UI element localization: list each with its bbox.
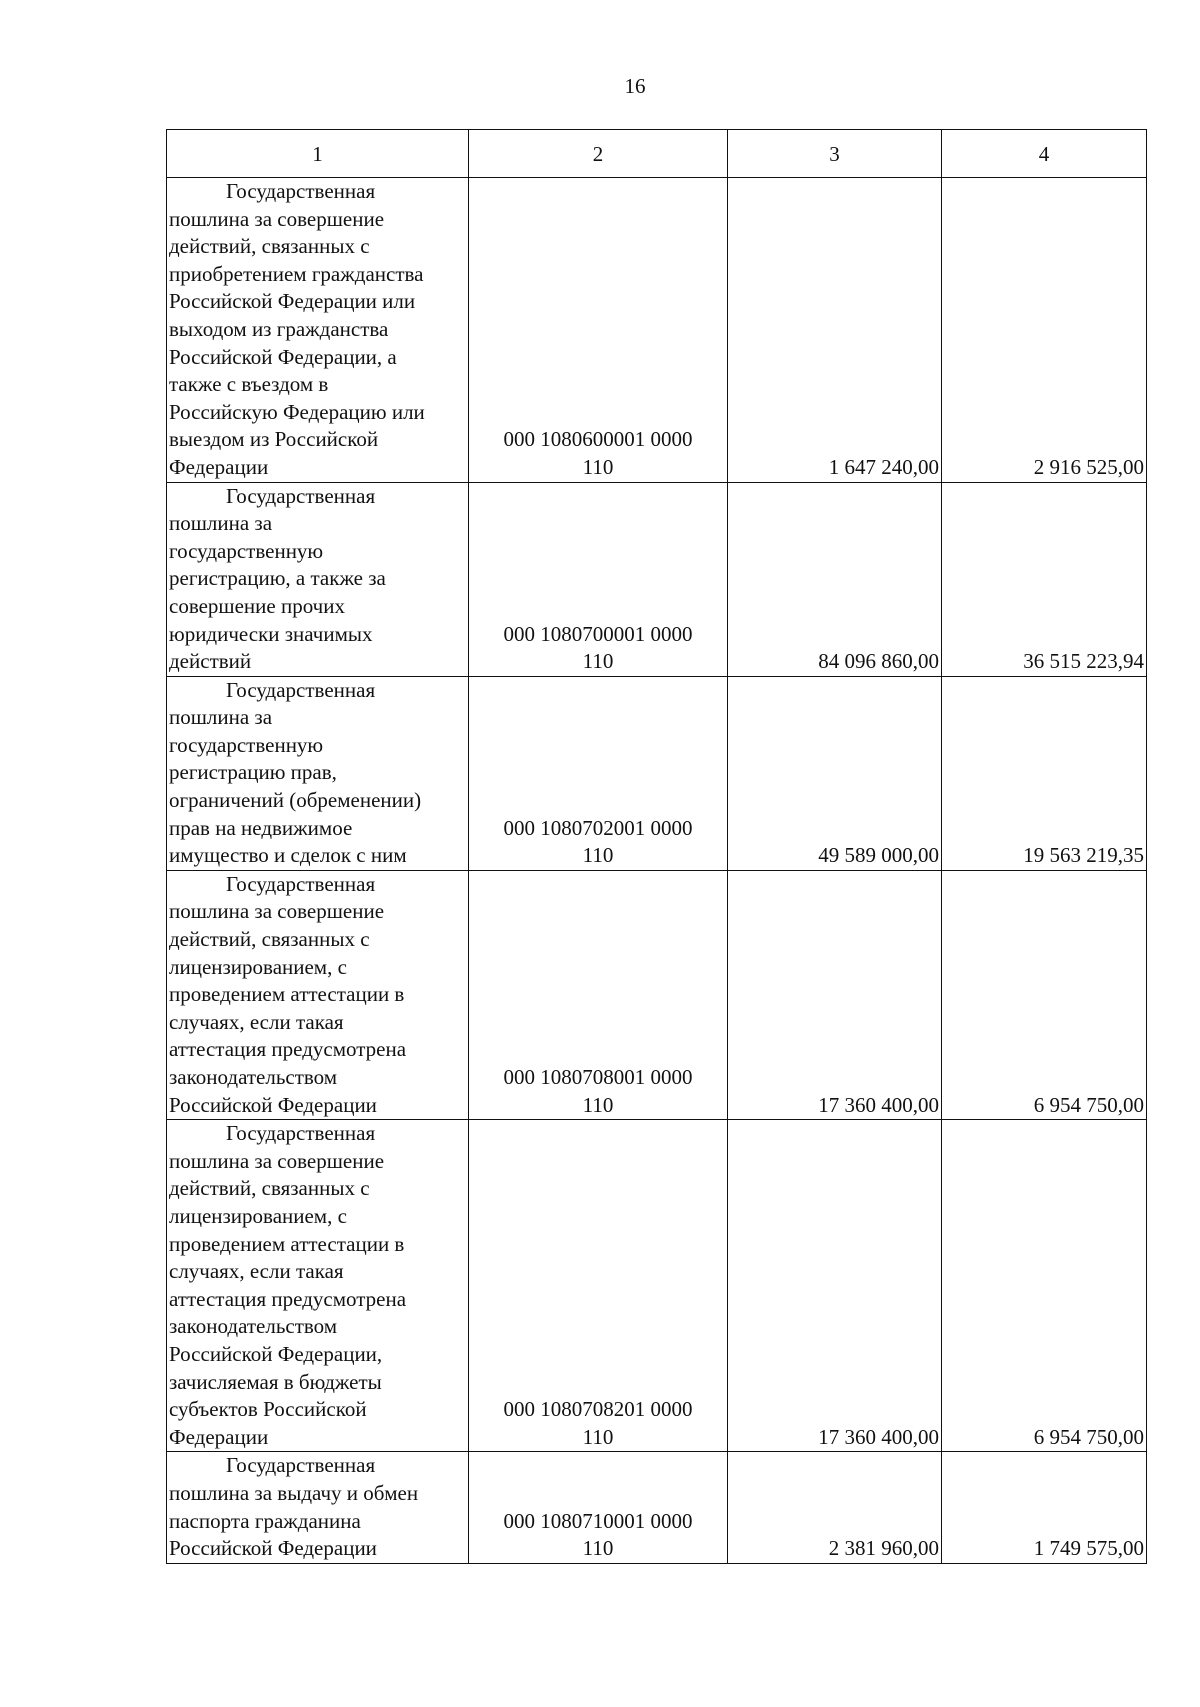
description-line: действий, связанных с: [169, 1176, 370, 1201]
code-line: 000 1080600001 0000: [503, 427, 693, 452]
code-line: 110: [582, 454, 614, 479]
budget-table: [166, 129, 1147, 1564]
description-line: выходом из гражданства: [169, 316, 389, 341]
row-description: [167, 1452, 469, 1563]
code-line: 110: [582, 843, 614, 868]
row-value-col3: 2 381 960,00: [728, 1452, 942, 1563]
code-line: 000 1080702001 0000: [503, 815, 693, 840]
row-description: [167, 1120, 469, 1452]
description-line: случаях, если такая: [169, 1009, 344, 1034]
table-row: [167, 870, 1147, 1119]
row-value-col4: 36 515 223,94: [942, 482, 1147, 676]
description-line: субъектов Российской: [169, 1397, 367, 1422]
description-line: Государственная: [226, 179, 376, 203]
description-line: пошлина за: [169, 511, 273, 536]
description-line: совершение прочих: [169, 593, 345, 618]
row-value-col4: 19 563 219,35: [942, 676, 1147, 870]
description-line: Российской Федерации, а: [169, 344, 397, 369]
table-row: [167, 676, 1147, 870]
row-code: [469, 1452, 728, 1563]
code-line: 000 1080708001 0000: [503, 1065, 693, 1089]
row-description: [167, 178, 469, 483]
description-line: аттестация предусмотрена: [169, 1286, 407, 1311]
description-line: Государственная: [226, 1453, 376, 1478]
header-col-4: 4: [942, 130, 1147, 178]
description-line: пошлина за совершение: [169, 206, 385, 231]
description-line: прав на недвижимое: [169, 815, 353, 840]
code-line: 000 1080708201 0000: [503, 1397, 693, 1422]
row-value-col3: 49 589 000,00: [728, 676, 942, 870]
header-row: [167, 130, 1147, 178]
description-line: Государственная: [226, 1121, 376, 1146]
description-line: Федерации: [169, 454, 269, 479]
row-code: [469, 676, 728, 870]
description-line: лицензированием, с: [169, 954, 347, 979]
description-line: Государственная: [226, 677, 376, 702]
description-line: также с въездом в: [169, 372, 329, 397]
description-line: действий: [169, 649, 252, 674]
description-line: выездом из Российской: [169, 427, 379, 452]
description-line: ограничений (обременении): [169, 788, 422, 813]
description-line: Российской Федерации,: [169, 1341, 383, 1366]
row-value-col3: 84 096 860,00: [728, 482, 942, 676]
row-value-col4: 6 954 750,00: [942, 1120, 1147, 1452]
row-value-col3: 17 360 400,00: [728, 1120, 942, 1452]
description-line: аттестация предусмотрена: [169, 1037, 407, 1062]
description-line: государственную: [169, 732, 324, 757]
description-line: пошлина за совершение: [169, 899, 385, 924]
description-line: регистрацию, а также за: [169, 566, 386, 591]
row-value-col3: 17 360 400,00: [728, 870, 942, 1119]
description-line: юридически значимых: [169, 621, 373, 646]
description-line: Государственная: [226, 483, 376, 508]
row-value-col4: 1 749 575,00: [942, 1452, 1147, 1563]
description-line: проведением аттестации в: [169, 1231, 405, 1256]
description-line: паспорта гражданина: [169, 1508, 361, 1533]
table-row: [167, 1452, 1147, 1563]
description-line: пошлина за выдачу и обмен: [169, 1480, 419, 1505]
row-code: [469, 870, 728, 1119]
description-line: зачисляемая в бюджеты: [169, 1369, 382, 1394]
description-line: лицензированием, с: [169, 1203, 347, 1228]
description-line: Государственная: [226, 871, 376, 896]
row-description: [167, 482, 469, 676]
table-body: [167, 178, 1147, 1564]
description-line: Российской Федерации: [169, 1092, 377, 1117]
page-number: 16: [624, 74, 646, 98]
header-col-3: 3: [728, 130, 942, 178]
description-line: законодательством: [169, 1314, 338, 1339]
code-line: 000 1080710001 0000: [503, 1508, 693, 1533]
description-line: пошлина за: [169, 705, 273, 730]
description-line: проведением аттестации в: [169, 982, 405, 1007]
description-line: регистрацию прав,: [169, 760, 337, 785]
row-value-col3: 1 647 240,00: [728, 178, 942, 483]
row-description: [167, 870, 469, 1119]
description-line: действий, связанных с: [169, 927, 370, 952]
description-line: случаях, если такая: [169, 1259, 344, 1284]
description-line: Российской Федерации: [169, 1536, 377, 1561]
row-code: [469, 1120, 728, 1452]
description-line: государственную: [169, 538, 324, 563]
code-line: 110: [582, 649, 614, 674]
code-line: 110: [582, 1536, 614, 1561]
description-line: законодательством: [169, 1065, 338, 1089]
table-row: [167, 178, 1147, 483]
code-line: 000 1080700001 0000: [503, 621, 693, 646]
code-line: 110: [582, 1092, 614, 1117]
row-code: [469, 482, 728, 676]
table-row: [167, 482, 1147, 676]
description-line: приобретением гражданства: [169, 261, 424, 286]
description-line: имущество и сделок с ним: [169, 843, 407, 868]
row-value-col4: 2 916 525,00: [942, 178, 1147, 483]
row-code: [469, 178, 728, 483]
description-line: действий, связанных с: [169, 234, 370, 259]
header-col-2: 2: [469, 130, 728, 178]
table-row: [167, 1120, 1147, 1452]
row-description: [167, 676, 469, 870]
description-line: пошлина за совершение: [169, 1148, 385, 1173]
header-col-1: 1: [167, 130, 469, 178]
description-line: Российской Федерации или: [169, 289, 416, 314]
description-line: Российскую Федерацию или: [169, 399, 425, 424]
code-line: 110: [582, 1424, 614, 1449]
row-value-col4: 6 954 750,00: [942, 870, 1147, 1119]
description-line: Федерации: [169, 1424, 269, 1449]
